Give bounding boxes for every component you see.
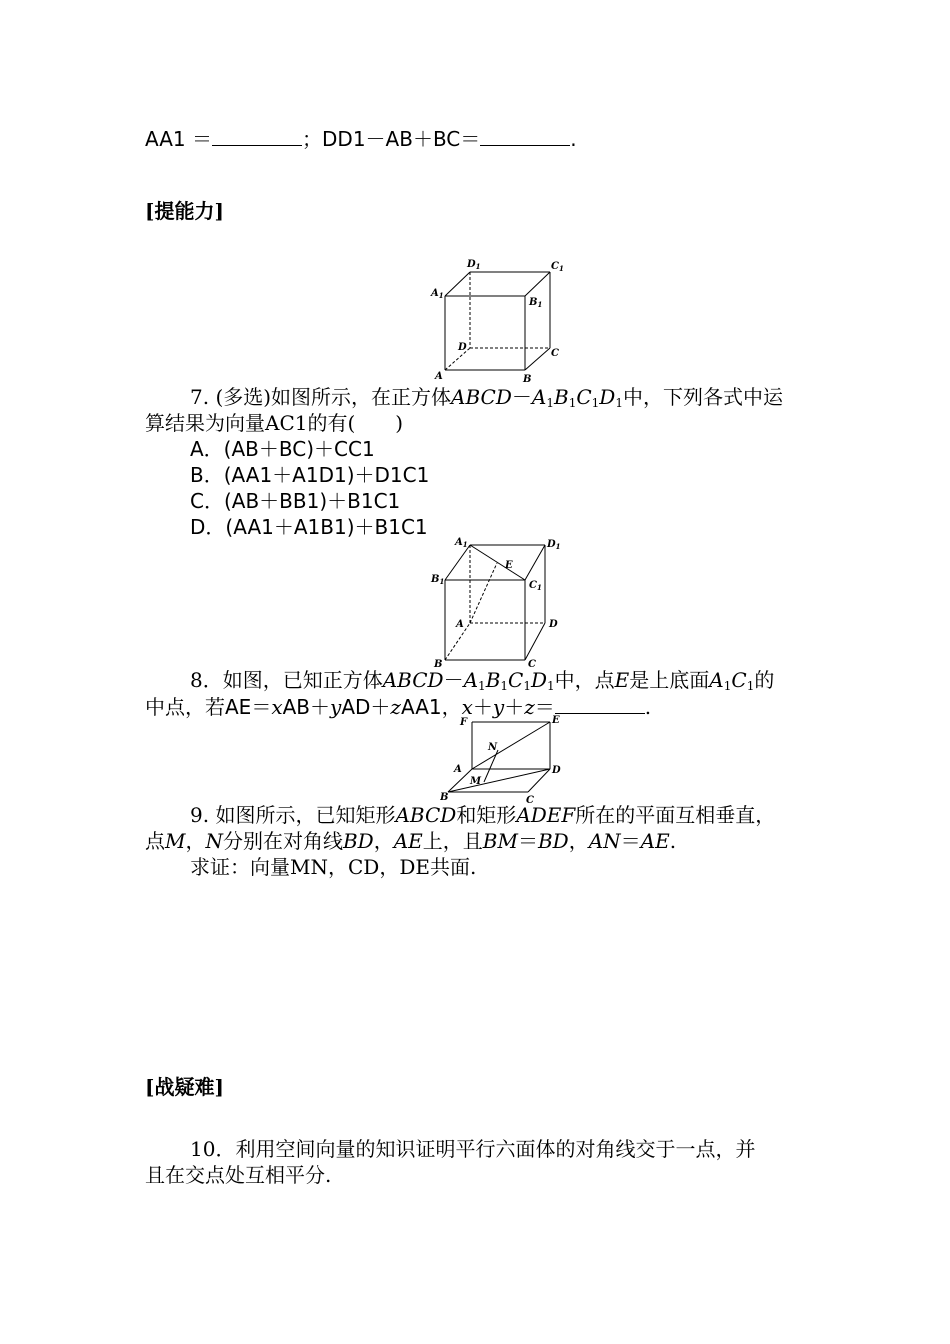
q7-option-d[interactable]: D．(AA1＋A1B1)＋B1C1: [190, 515, 428, 539]
fig9-label-B: B: [440, 792, 449, 803]
fig7-label-D: D: [458, 342, 467, 353]
fig7-label-D1: $D_1$: [467, 259, 481, 271]
fig9-label-E: E: [552, 715, 560, 726]
fig9-label-M: M: [470, 776, 482, 787]
fill-in-line: AA1 ＝ ；DD1－AB＋BC＝ .: [145, 127, 577, 151]
q10-line1: 10．利用空间向量的知识证明平行六面体的对角线交于一点，并: [190, 1137, 756, 1161]
fill-in-sep: ；DD1－AB＋BC＝: [302, 127, 481, 151]
q9-line3: 求证：向量MN，CD，DE共面.: [190, 855, 477, 879]
fig8-label-E: E: [505, 560, 513, 571]
q10-line2: 且在交点处互相平分.: [145, 1163, 332, 1187]
q9-line1: 9. 如图所示，已知矩形ABCD和矩形ADEF所在的平面互相垂直，: [190, 803, 776, 827]
q9-line2: 点M，N分别在对角线BD，AE上，且BM＝BD，AN＝AE.: [145, 829, 677, 853]
q8-line2: 中点，若AE＝xAB＋yAD＋zAA1，x＋y＋z＝ .: [145, 695, 652, 719]
fig8-label-C: C: [528, 659, 536, 670]
q7-option-a[interactable]: A．(AB＋BC)＋CC1: [190, 437, 375, 461]
fig7-label-B1: $B_1$: [529, 297, 543, 309]
q7-option-b[interactable]: B．(AA1＋A1D1)＋D1C1: [190, 463, 430, 487]
fill-in-part1: AA1 ＝: [145, 127, 213, 151]
fig7-label-A1: $A_1$: [431, 288, 444, 300]
fig8-label-D: D: [549, 619, 558, 630]
q8-line1: 8．如图，已知正方体$ABCD-A_1B_1C_1D_1$中，点E是上底面$A_1C_1$的: [190, 668, 775, 693]
fig7-label-C: C: [551, 348, 559, 359]
q8-answer-blank[interactable]: [555, 693, 645, 714]
q7-line2: 算结果为向量AC1的有( ): [145, 411, 404, 435]
q7-line1: 7. (多选)如图所示，在正方体$ABCD-A_1B_1C_1D_1$中，下列各式中运: [190, 385, 783, 410]
fig7-label-B: B: [523, 374, 532, 385]
figure-q7-cube: [425, 258, 575, 388]
fig9-label-D: D: [552, 765, 561, 776]
fig8-label-D1: $D_1$: [547, 539, 561, 551]
q7-option-c[interactable]: C．(AB＋BB1)＋B1C1: [190, 489, 401, 513]
fig7-label-A: A: [435, 371, 443, 382]
fig9-label-A: A: [454, 764, 462, 775]
fig9-label-N: N: [488, 742, 498, 753]
fig7-label-C1: $C_1$: [551, 261, 564, 273]
fig9-label-C: C: [526, 795, 534, 806]
section-header-tineng: [提能力]: [145, 199, 224, 223]
fig8-label-B1: $B_1$: [431, 574, 445, 586]
blank-1[interactable]: [212, 125, 302, 146]
blank-2[interactable]: [480, 125, 570, 146]
fig8-label-B: B: [434, 659, 443, 670]
section-header-zhanyinan: [战疑难]: [145, 1075, 224, 1099]
fig9-label-F: F: [460, 717, 468, 728]
figure-q8-cube: [425, 535, 575, 670]
fig8-label-A: A: [456, 619, 464, 630]
fig8-label-C1: $C_1$: [529, 580, 542, 592]
fig8-label-A1: $A_1$: [455, 537, 468, 549]
figure-q9-rectangles: [440, 712, 570, 807]
